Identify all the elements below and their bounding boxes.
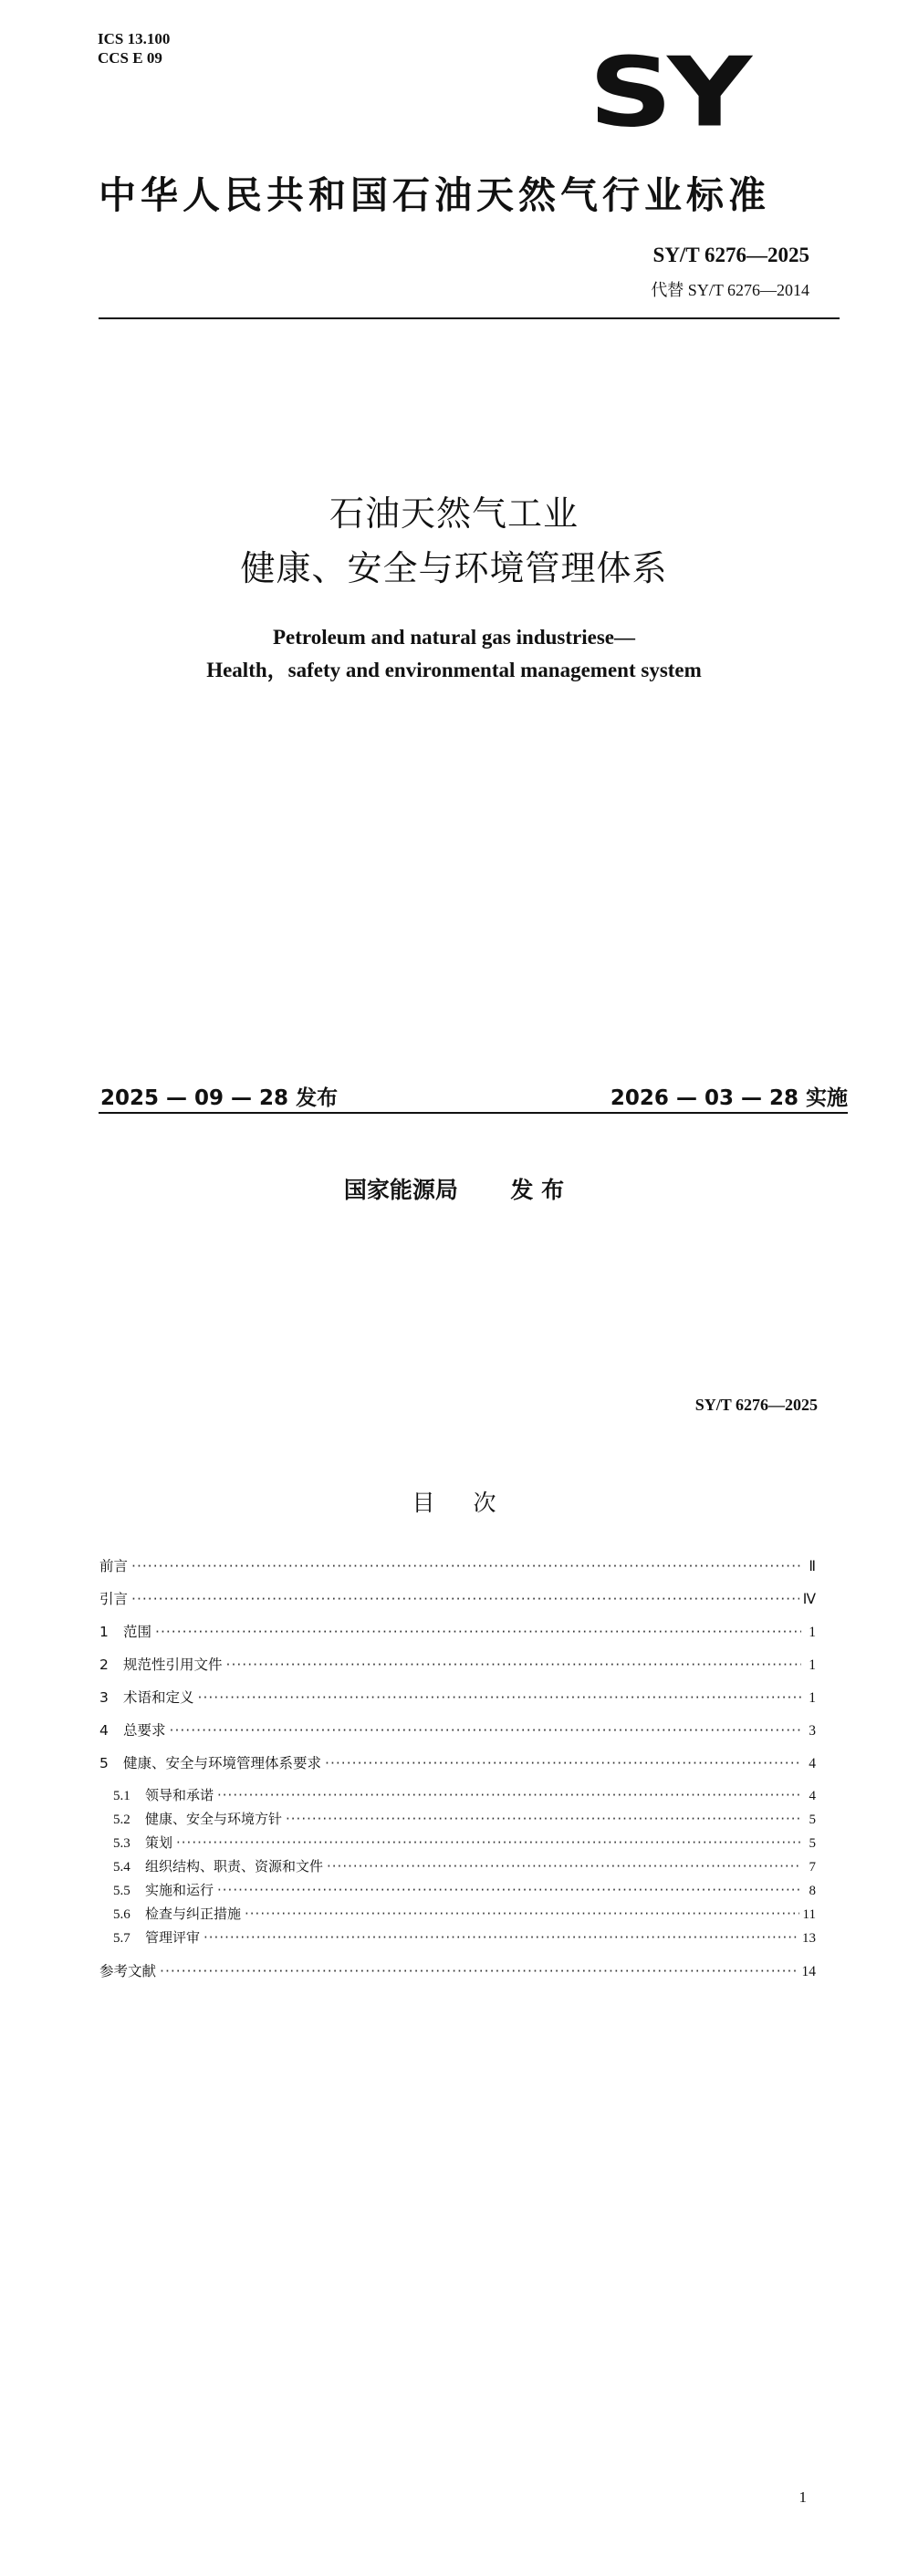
toc-entry-label: 总要求 — [123, 1722, 166, 1739]
toc-entry-number: 5.5 — [113, 1884, 130, 1898]
title-en-line2: Health，safety and environmental management system — [206, 659, 702, 681]
toc-leader-dots — [155, 1624, 801, 1640]
title-en-line1: Petroleum and natural gas industriese— — [273, 626, 635, 649]
toc-entry-label: 管理评审 — [145, 1929, 201, 1946]
toc-leader-dots — [217, 1787, 801, 1803]
toc-entry-label: 实施和运行 — [145, 1882, 214, 1898]
toc-leader-dots — [170, 1722, 801, 1739]
toc-entry-page: 1 — [809, 1690, 816, 1706]
toc-entry[interactable] — [99, 1785, 816, 1809]
toc-entry[interactable] — [99, 1960, 816, 1993]
date-rule — [99, 1112, 848, 1114]
toc-entry-page: 7 — [809, 1860, 816, 1875]
toc-entry[interactable] — [99, 1752, 816, 1785]
toc-entry-label: 检查与纠正措施 — [145, 1906, 242, 1922]
toc-entry-number: 1 — [99, 1624, 109, 1640]
toc-entry-number: 5.2 — [113, 1813, 130, 1827]
toc-entry[interactable] — [99, 1927, 816, 1960]
toc-entry[interactable] — [99, 1719, 816, 1752]
issuing-standard-category: 中华人民共和国石油天然气行业标准 — [99, 173, 770, 217]
toc-entry-number: 5 — [99, 1755, 109, 1771]
toc-entry-number: 5.6 — [113, 1907, 130, 1922]
toc-leader-dots — [286, 1811, 801, 1827]
page-number: 1 — [798, 2488, 807, 2506]
toc-entry-label: 策划 — [145, 1834, 173, 1851]
toc-entry[interactable] — [99, 1904, 816, 1927]
publish-date: 2025 — 09 — 28 发布 — [100, 1086, 339, 1110]
toc-leader-dots — [131, 1591, 799, 1607]
toc-entry-page: 13 — [802, 1931, 816, 1946]
toc-entry[interactable] — [99, 1654, 816, 1687]
toc-entry[interactable] — [99, 1856, 816, 1880]
toc-leader-dots — [217, 1882, 801, 1898]
toc-entry-label: 规范性引用文件 — [123, 1657, 223, 1673]
toc-entry-page: 5 — [809, 1836, 816, 1851]
effective-date: 2026 — 03 — 28 实施 — [610, 1086, 848, 1110]
toc-entry[interactable] — [99, 1833, 816, 1856]
toc-entry-page: 14 — [801, 1964, 816, 1979]
toc-entry-label: 范围 — [123, 1624, 152, 1640]
toc-entry-page: 11 — [802, 1907, 816, 1922]
toc-entry-number: 2 — [99, 1657, 109, 1673]
toc-leader-dots — [176, 1834, 801, 1851]
toc-leader-dots — [327, 1858, 801, 1875]
toc-leader-dots — [226, 1657, 801, 1673]
toc-entry-number: 5.3 — [113, 1836, 130, 1851]
sy-logo: SY — [589, 36, 746, 150]
toc-entry-label: 参考文献 — [99, 1963, 157, 1979]
title-cn-line2: 健康、安全与环境管理体系 — [240, 548, 668, 588]
header-rule — [99, 317, 840, 319]
toc-entry-label: 组织结构、职责、资源和文件 — [145, 1858, 324, 1875]
toc-leader-dots — [325, 1755, 801, 1771]
ics-code: ICS 13.100 — [98, 30, 171, 47]
toc-entry-page: Ⅳ — [802, 1592, 816, 1607]
toc-leader-dots — [245, 1906, 799, 1922]
toc-entry-page: 1 — [809, 1657, 816, 1673]
toc-entry-label: 术语和定义 — [123, 1689, 194, 1706]
toc-entry-number: 3 — [99, 1689, 109, 1706]
publisher-action: 发 布 — [510, 1177, 565, 1203]
ccs-code: CCS E 09 — [98, 49, 162, 67]
toc-entry-page: Ⅱ — [809, 1559, 816, 1574]
toc-entry-page: 1 — [809, 1625, 816, 1640]
toc-leader-dots — [160, 1963, 798, 1979]
toc-entry[interactable] — [99, 1687, 816, 1719]
replaced-standard: 代替 SY/T 6276—2014 — [651, 281, 809, 299]
toc-entry-page: 4 — [809, 1756, 816, 1771]
publisher-name: 国家能源局 — [343, 1177, 458, 1203]
toc-entry[interactable] — [99, 1588, 816, 1621]
toc-leader-dots — [131, 1558, 801, 1574]
title-cn-line1: 石油天然气工业 — [329, 493, 579, 534]
toc-title: 目次 — [412, 1490, 535, 1516]
table-of-contents — [99, 1555, 816, 1993]
toc-entry-label: 领导和承诺 — [145, 1787, 214, 1803]
toc-entry-number: 4 — [99, 1722, 109, 1739]
toc-leader-dots — [198, 1689, 801, 1706]
toc-entry-page: 8 — [809, 1884, 816, 1898]
toc-entry-number: 5.4 — [113, 1860, 130, 1875]
toc-entry-label: 引言 — [99, 1591, 129, 1607]
toc-entry-number: 5.1 — [113, 1789, 130, 1803]
toc-entry-label: 健康、安全与环境方针 — [145, 1811, 283, 1827]
toc-entry-number: 5.7 — [113, 1931, 130, 1946]
toc-entry-label: 健康、安全与环境管理体系要求 — [123, 1755, 322, 1771]
toc-entry-page: 4 — [809, 1789, 816, 1803]
toc-entry[interactable] — [99, 1880, 816, 1904]
toc-header-code: SY/T 6276—2025 — [694, 1396, 818, 1414]
toc-entry[interactable] — [99, 1809, 816, 1833]
toc-entry-page: 5 — [809, 1813, 816, 1827]
toc-leader-dots — [204, 1929, 798, 1946]
standard-number: SY/T 6276—2025 — [652, 244, 809, 266]
toc-entry[interactable] — [99, 1555, 816, 1588]
toc-entry-label: 前言 — [99, 1558, 129, 1574]
classification-codes — [98, 29, 170, 68]
publisher-line — [0, 1172, 908, 1205]
toc-entry-page: 3 — [809, 1723, 816, 1739]
toc-entry[interactable] — [99, 1621, 816, 1654]
